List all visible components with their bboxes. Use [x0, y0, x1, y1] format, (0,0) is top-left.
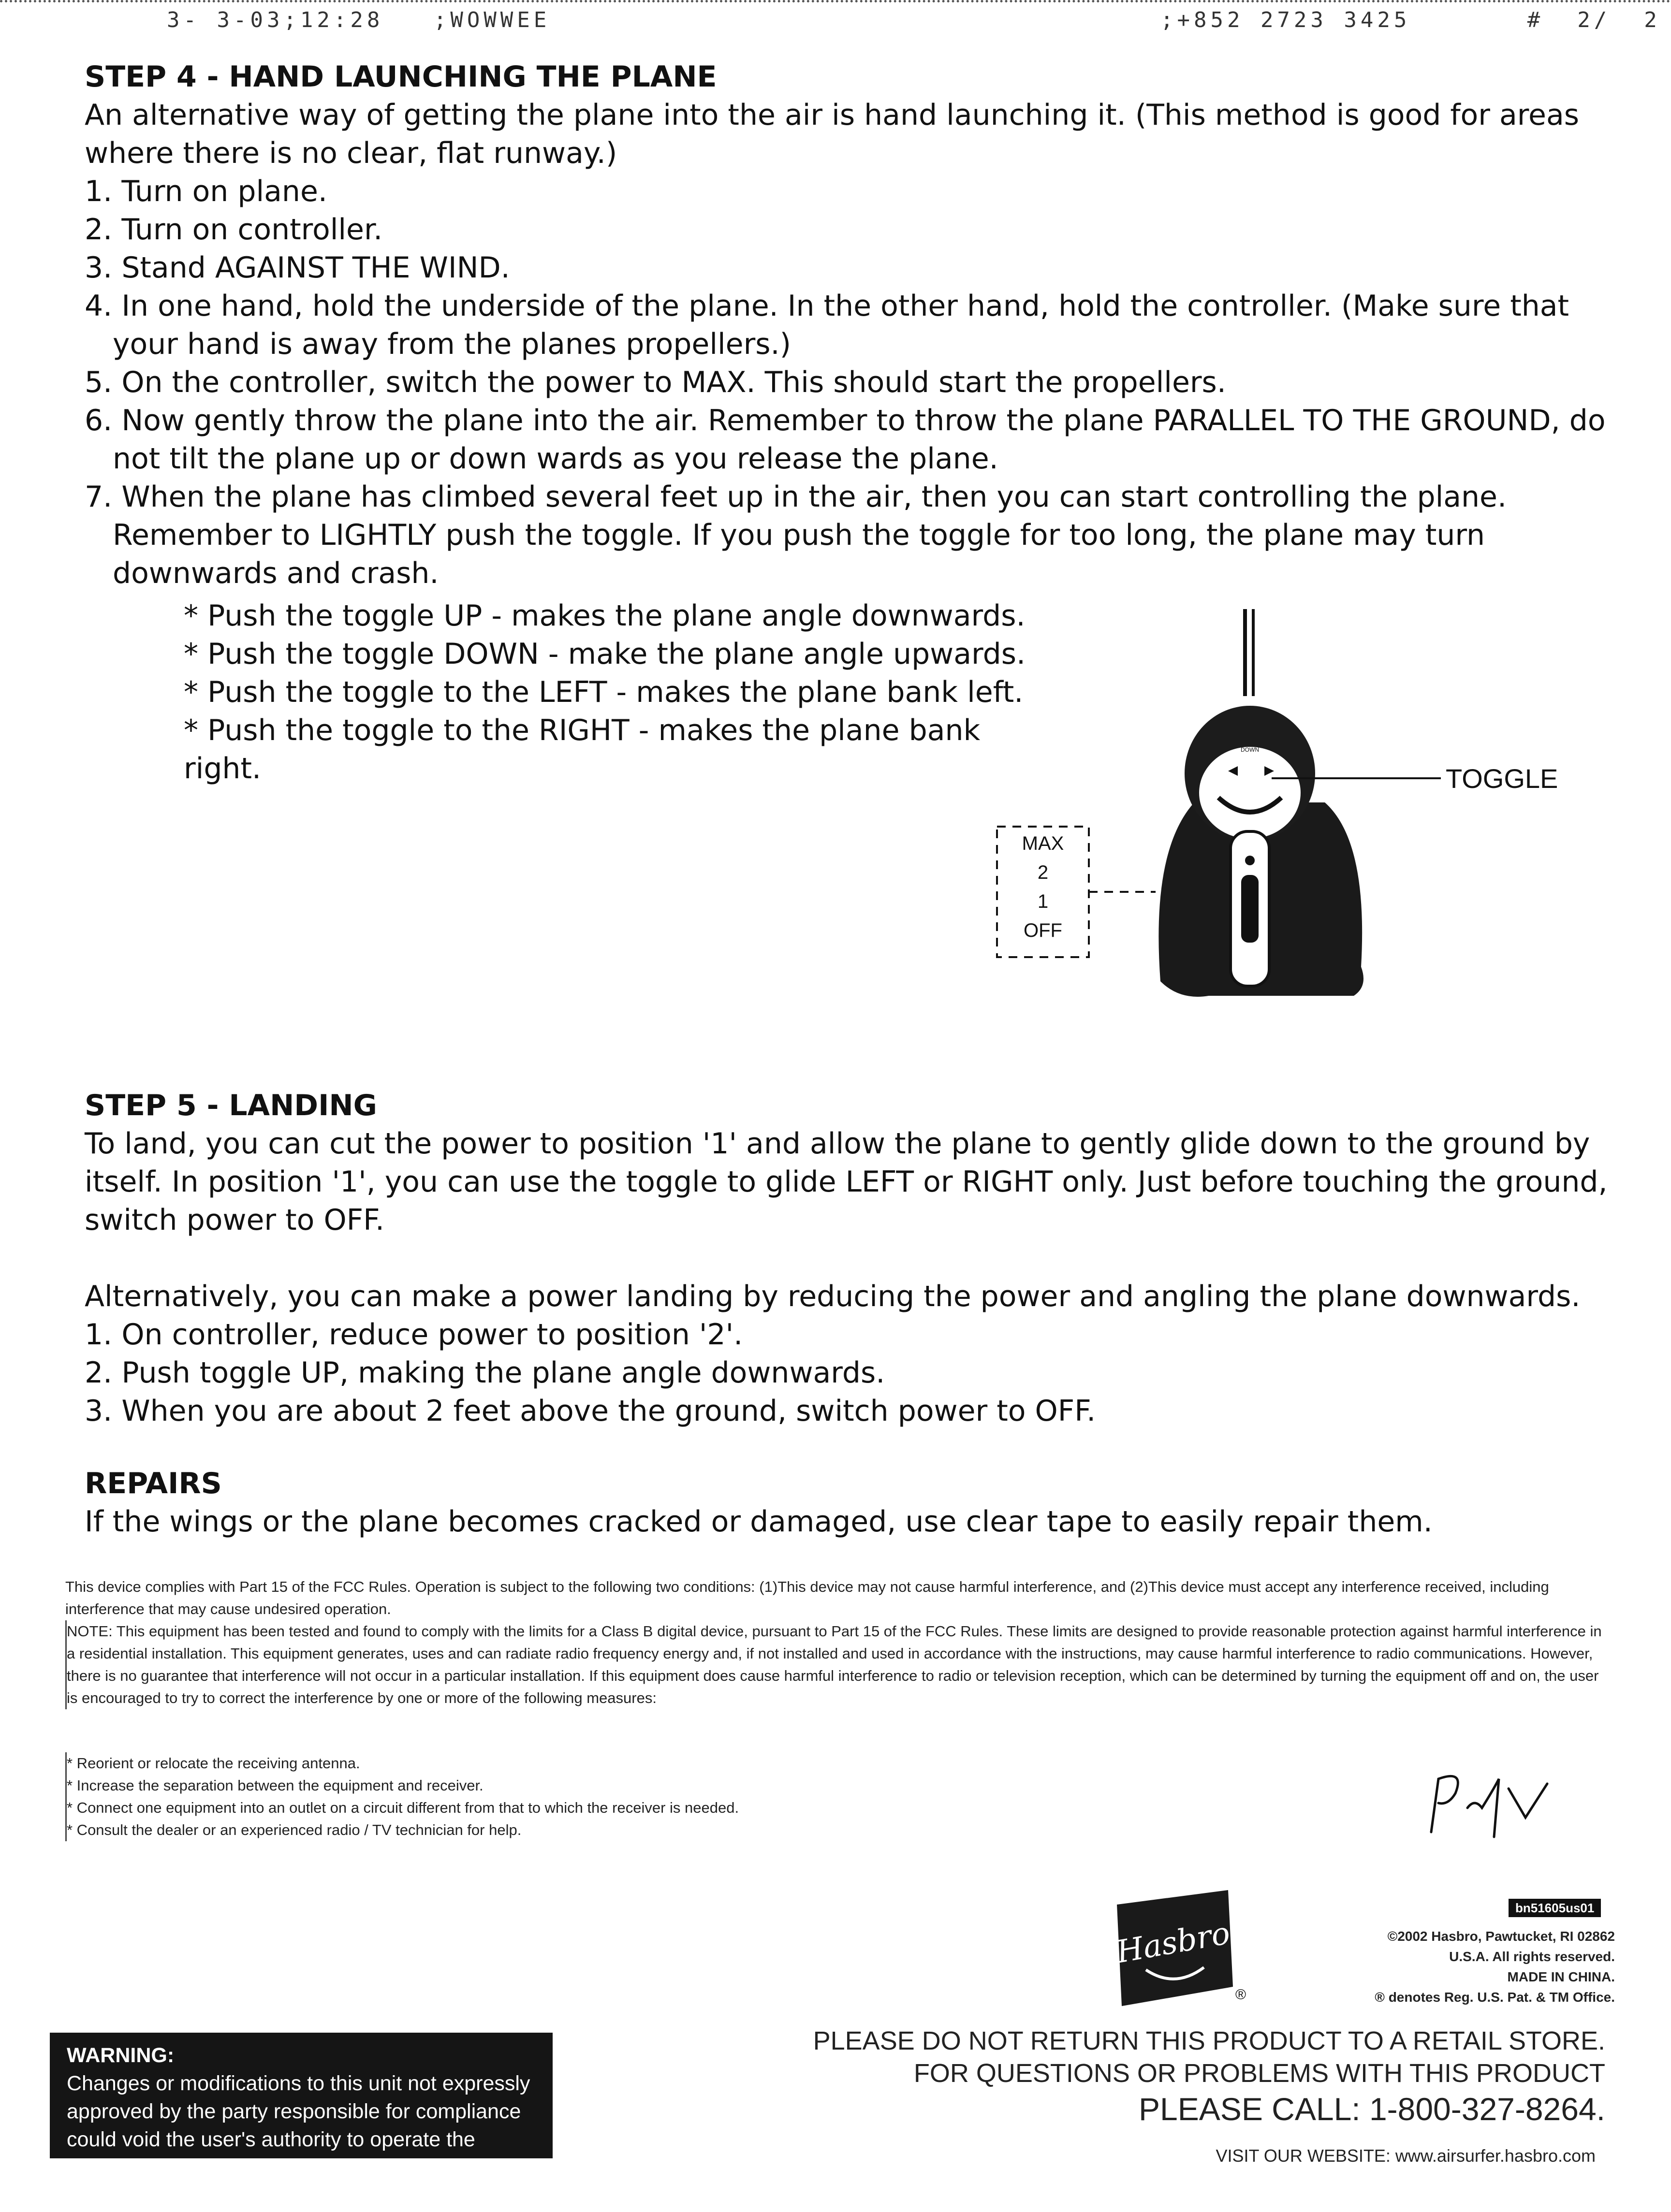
list-item: 7. When the plane has climbed several feet up in the air, then you can start controlling the plane. Remember to LIGHTLY push the toggle. If you push the toggle for too long, the plane may turn downwards and crash.	[85, 480, 1507, 590]
list-item: * Reorient or relocate the receiving antenna.	[67, 1755, 360, 1772]
controller-body-icon	[1158, 706, 1363, 997]
power-level-off: OFF	[1024, 920, 1062, 941]
step4-list	[85, 173, 1622, 593]
step4-intro: An alternative way of getting the plane into the air is hand launching it. (This method is good for areas where there is no clear, flat runway.)	[85, 98, 1579, 170]
copyright-line: ©2002 Hasbro, Pawtucket, RI 02862	[1387, 1929, 1615, 1944]
toggle-label: TOGGLE	[1446, 763, 1558, 794]
list-item: 3. When you are about 2 feet above the ground, switch power to OFF.	[85, 1394, 1096, 1428]
list-item: 5. On the controller, switch the power to MAX. This should start the propellers.	[85, 365, 1226, 399]
handwritten-signature	[1422, 1760, 1596, 1842]
power-level-1: 1	[1037, 891, 1049, 912]
list-item: * Push the toggle UP - makes the plane angle downwards.	[184, 599, 1026, 633]
repairs-section	[85, 1465, 1622, 1541]
registered-mark: ®	[1235, 1987, 1246, 2003]
list-item: 4. In one hand, hold the underside of the plane. In the other hand, hold the controller. (Make sure that your hand is away from the planes propellers.)	[85, 289, 1569, 361]
toggle-tips	[184, 597, 1054, 788]
product-code	[1509, 1901, 1601, 1916]
list-item: * Push the toggle to the LEFT - makes the plane bank left.	[184, 675, 1024, 709]
list-item: 6. Now gently throw the plane into the air. Remember to throw the plane PARALLEL TO THE GROUND, do not tilt the plane up or down wards as you release the plane.	[85, 404, 1606, 476]
repairs-heading: REPAIRS	[85, 1467, 222, 1500]
step5-para2: Alternatively, you can make a power landing by reducing the power and angling the plane downwards.	[85, 1280, 1581, 1313]
repairs-text: If the wings or the plane becomes cracked or damaged, use clear tape to easily repair them.	[85, 1505, 1433, 1539]
warning-line: Changes or modifications to this unit not expressly	[67, 2072, 530, 2095]
toggle-top-label: DOWN	[1241, 746, 1259, 753]
list-item: * Push the toggle to the RIGHT - makes the plane bank right.	[184, 713, 981, 786]
list-item: 1. On controller, reduce power to position '2'.	[85, 1318, 743, 1352]
step4-heading: STEP 4 - HAND LAUNCHING THE PLANE	[85, 60, 717, 94]
warning-title: WARNING:	[67, 2044, 175, 2067]
list-item: 2. Turn on controller.	[85, 213, 383, 247]
warning-line: approved by the party responsible for compliance	[67, 2100, 521, 2123]
step5-heading: STEP 5 - LANDING	[85, 1089, 377, 1122]
step4-section	[85, 58, 1622, 593]
product-code-text: bn51605us01	[1509, 1899, 1601, 1917]
hasbro-logo-text: Hasbro	[1114, 1915, 1233, 1971]
hasbro-logo-icon	[1107, 1885, 1243, 2011]
copyright-line: U.S.A. All rights reserved.	[1449, 1949, 1615, 1964]
questions-notice: FOR QUESTIONS OR PROBLEMS WITH THIS PRODUCT	[913, 2059, 1605, 2088]
list-item: * Consult the dealer or an experienced radio / TV technician for help.	[67, 1821, 522, 1838]
fax-dotted-border	[0, 0, 1671, 2]
fcc-measures	[65, 1752, 792, 1841]
copyright-line: ® denotes Reg. U.S. Pat. & TM Office.	[1375, 1990, 1615, 2005]
fax-header-left: 3- 3-03;12:28 ;WOWWEE	[167, 8, 551, 32]
power-level-max: MAX	[1022, 833, 1064, 854]
list-item: * Increase the separation between the equipment and receiver.	[67, 1777, 484, 1794]
copyright-block	[1276, 1926, 1615, 2008]
fcc-compliance-text: This device complies with Part 15 of the FCC Rules. Operation is subject to the following two conditions: (1)This device may not cause harmful interference, and (2)This device must accept any interference received, including interference that may cause undesired operation.	[65, 1578, 1549, 1617]
fax-header-right: ;+852 2723 3425 # 2/ 2	[1160, 8, 1661, 32]
step5-para1: To land, you can cut the power to position '1' and allow the plane to gently glide down to the ground by itself. In position '1', you can use the toggle to glide LEFT or RIGHT only. Just before touching the ground, switch power to OFF.	[85, 1127, 1608, 1237]
return-notice: PLEASE DO NOT RETURN THIS PRODUCT TO A RETAIL STORE.	[813, 2026, 1605, 2055]
list-item: 2. Push toggle UP, making the plane angle downwards.	[85, 1356, 885, 1390]
list-item: 3. Stand AGAINST THE WIND.	[85, 251, 510, 285]
warning-box	[50, 2033, 553, 2179]
antenna-icon	[1245, 609, 1253, 696]
list-item: * Push the toggle DOWN - make the plane angle upwards.	[184, 637, 1026, 671]
list-item: 1. Turn on plane.	[85, 175, 327, 208]
list-item: * Connect one equipment into an outlet on a circuit different from that to which the receiver is needed.	[67, 1799, 739, 1816]
website-link[interactable]: VISIT OUR WEBSITE: www.airsurfer.hasbro.com	[1216, 2146, 1596, 2166]
power-level-2: 2	[1037, 862, 1049, 883]
copyright-line: MADE IN CHINA.	[1507, 1969, 1615, 1984]
step5-section	[85, 1087, 1622, 1430]
phone-number: PLEASE CALL: 1-800-327-8264.	[1139, 2091, 1605, 2127]
controller-diagram	[967, 599, 1596, 1063]
fcc-note-text: NOTE: This equipment has been tested and found to comply with the limits for a Class B digital device, pursuant to Part 15 of the FCC Rules. These limits are designed to provide reasonable protection against harmful interference in a residential installation. This equipment generates, uses and can radiate radio frequency energy and, if not installed and used in accordance with the instructions, may cause harmful interference to radio communications. However, there is no guarantee that interference will not occur in a particular installation. If this equipment does cause harmful interference to radio or television reception, which can be determined by turning the equipment off and on, the user is encouraged to try to correct the interference by one or more of the following measures:	[65, 1620, 1603, 1709]
warning-line: could void the user's authority to operate the equipment.	[67, 2128, 475, 2179]
fcc-statement	[65, 1576, 1603, 1709]
